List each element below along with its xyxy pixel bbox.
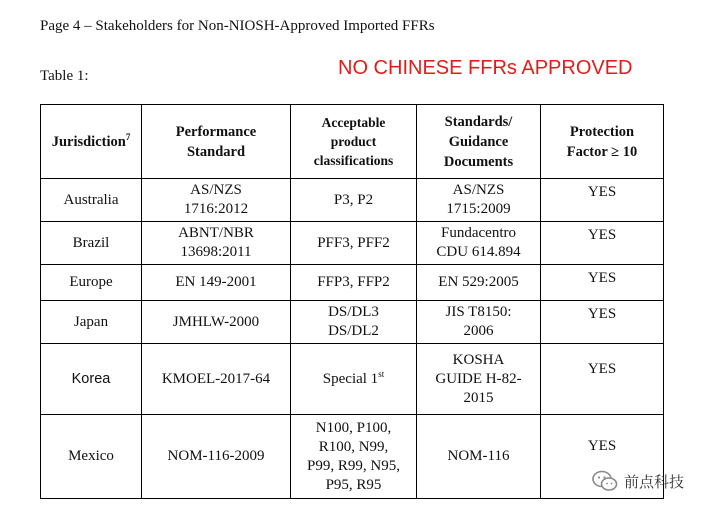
red-annotation: NO CHINESE FFRs APPROVED (338, 57, 633, 79)
cell-performance-standard: AS/NZS 1716:2012 (142, 179, 291, 222)
cell-protection-factor: YES (541, 301, 664, 344)
header-protection-factor: Protection Factor ≥ 10 (541, 105, 664, 179)
table-header-row (41, 105, 664, 179)
cell-jurisdiction: Korea (41, 344, 142, 415)
cell-classifications: DS/DL3 DS/DL2 (291, 301, 417, 344)
cell-protection-factor: YES (541, 344, 664, 415)
table-caption: Table 1: (40, 68, 89, 84)
cell-jurisdiction: Brazil (41, 222, 142, 265)
cell-classifications: N100, P100, R100, N99, P99, R99, N95, P95, R95 (291, 415, 417, 499)
table-row (41, 265, 664, 301)
cell-performance-standard: NOM-116-2009 (142, 415, 291, 499)
cell-classifications: PFF3, PFF2 (291, 222, 417, 265)
cell-standards: KOSHA GUIDE H-82- 2015 (417, 344, 541, 415)
page-heading: Page 4 – Stakeholders for Non-NIOSH-Approved Imported FFRs (40, 18, 435, 34)
cell-performance-standard: KMOEL-2017-64 (142, 344, 291, 415)
cell-jurisdiction: Mexico (41, 415, 142, 499)
ffr-table (40, 104, 664, 499)
table-row (41, 415, 664, 499)
header-product-classifications: Acceptable product classifications (291, 105, 417, 179)
watermark (592, 470, 684, 492)
cell-standards: Fundacentro CDU 614.894 (417, 222, 541, 265)
table-row (41, 179, 664, 222)
cell-classifications: Special 1st (291, 344, 417, 415)
cell-jurisdiction: Australia (41, 179, 142, 222)
cell-protection-factor: YES (541, 415, 664, 499)
cell-performance-standard: ABNT/NBR 13698:2011 (142, 222, 291, 265)
table-row (41, 344, 664, 415)
table-row (41, 222, 664, 265)
cell-jurisdiction: Europe (41, 265, 142, 301)
cell-classifications: FFP3, FFP2 (291, 265, 417, 301)
cell-protection-factor: YES (541, 222, 664, 265)
cell-performance-standard: EN 149-2001 (142, 265, 291, 301)
cell-standards: JIS T8150: 2006 (417, 301, 541, 344)
watermark-text: 前点科技 (624, 472, 685, 491)
cell-protection-factor: YES (541, 179, 664, 222)
cell-standards: AS/NZS 1715:2009 (417, 179, 541, 222)
header-performance-standard: Performance Standard (142, 105, 291, 179)
cell-standards: EN 529:2005 (417, 265, 541, 301)
cell-protection-factor: YES (541, 265, 664, 301)
cell-performance-standard: JMHLW-2000 (142, 301, 291, 344)
cell-standards: NOM-116 (417, 415, 541, 499)
header-jurisdiction: Jurisdiction$^7$ (41, 105, 142, 179)
wechat-icon (592, 470, 618, 492)
table-row (41, 301, 664, 344)
cell-classifications: P3, P2 (291, 179, 417, 222)
header-standards-guidance: Standards/ Guidance Documents (417, 105, 541, 179)
cell-jurisdiction: Japan (41, 301, 142, 344)
